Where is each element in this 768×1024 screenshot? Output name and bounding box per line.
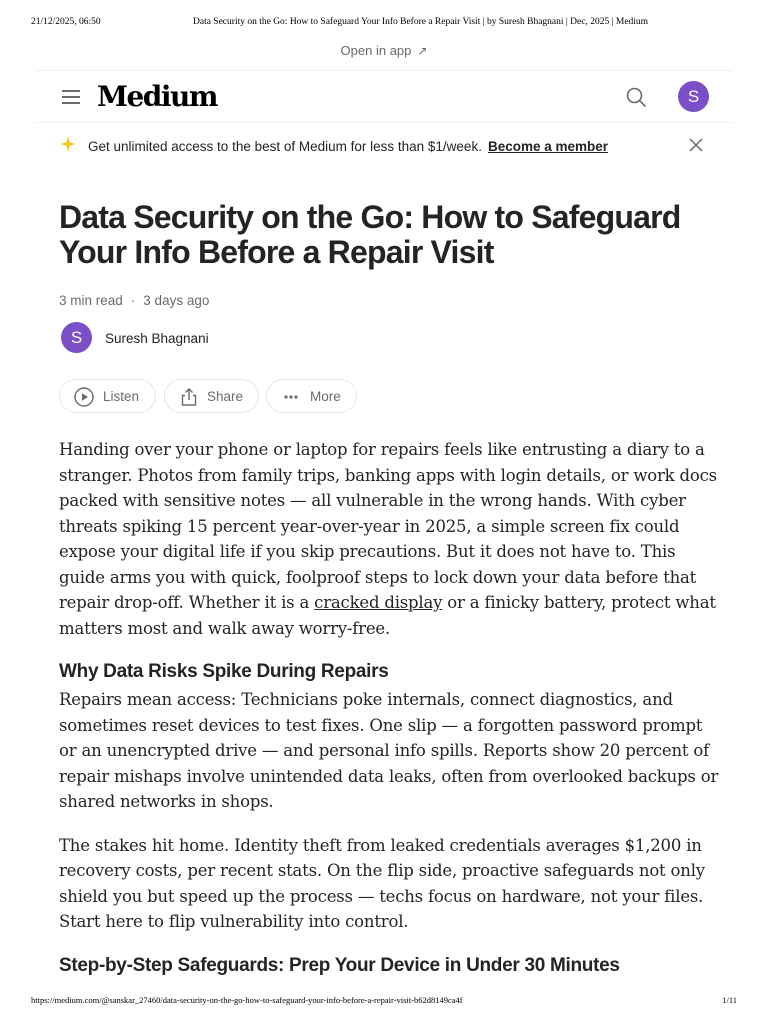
print-header <box>31 17 737 31</box>
play-icon <box>74 387 94 407</box>
author-avatar[interactable]: S <box>61 322 92 353</box>
paragraph-text: Handing over your phone or laptop for repairs feels like entrusting a diary to a stranger. Photos from family trips, banking apps with login details, or work docs packed with sensitive notes — all vulnerable in the wrong hands. With cyber threats spiking 15 percent year-over-year in 2025, a simple screen fix could expose your digital life if you skip precautions. But it does not have to. This guide arms you with quick, foolproof steps to lock down your data before that repair drop-off. Whether it is a <box>59 440 717 612</box>
print-page-number: 1/11 <box>722 995 737 1005</box>
author-name[interactable]: Suresh Bhagnani <box>105 331 209 346</box>
print-date: 21/12/2025, 06:50 <box>31 17 101 27</box>
print-footer <box>31 995 737 1007</box>
print-page-title: Data Security on the Go: How to Safeguard Your Info Before a Repair Visit | by Suresh Bhagnani | Dec, 2025 | Medium <box>193 17 649 27</box>
membership-banner <box>59 136 709 158</box>
sparkle-icon <box>59 135 77 153</box>
open-in-app-link[interactable] <box>0 43 768 58</box>
paragraph <box>59 437 719 641</box>
hamburger-menu-icon[interactable] <box>62 90 80 104</box>
more-label: More <box>310 389 341 404</box>
meta-separator: · <box>130 293 136 308</box>
article-body <box>59 437 719 981</box>
share-button[interactable] <box>164 379 259 413</box>
share-label: Share <box>207 389 244 404</box>
share-icon <box>179 387 199 407</box>
become-member-link[interactable]: Become a member <box>488 139 609 154</box>
divider <box>36 70 732 71</box>
published-date: 3 days ago <box>143 293 210 308</box>
print-url: https://medium.com/@sanskar_27460/data-security-on-the-go-how-to-safeguard-your-info-before-a-repair-visit-b62d8149ca4f <box>31 995 463 1005</box>
listen-label: Listen <box>103 389 140 404</box>
medium-logo[interactable]: Medium <box>97 80 218 113</box>
article-meta <box>59 293 209 308</box>
user-avatar[interactable]: S <box>678 81 709 112</box>
cracked-display-link[interactable]: cracked display <box>314 593 443 612</box>
listen-button[interactable] <box>59 379 156 413</box>
banner-text: Get unlimited access to the best of Medium for less than $1/week. <box>88 139 482 154</box>
paragraph-text: or a finicky battery, protect what matters most and walk away worry-free. <box>59 593 716 638</box>
external-arrow-icon: ↗ <box>417 44 428 58</box>
read-time: 3 min read <box>59 293 123 308</box>
close-icon[interactable] <box>688 137 704 153</box>
section-heading: Step-by-Step Safeguards: Prep Your Device in Under 30 Minutes <box>59 954 620 976</box>
open-in-app-label: Open in app <box>340 43 412 58</box>
paragraph: The stakes hit home. Identity theft from leaked credentials averages $1,200 in recovery costs, per recent stats. On the flip side, proactive safeguards not only shield you but speed up the process — techs focus on hardware, not your files. Start here to flip vulnerability into control. <box>59 835 705 931</box>
more-button[interactable] <box>266 379 357 413</box>
search-icon[interactable] <box>625 86 647 108</box>
more-dots-icon <box>281 387 301 407</box>
paragraph: Repairs mean access: Technicians poke internals, connect diagnostics, and sometimes reset devices to test fixes. One slip — a forgotten password prompt or an unencrypted drive — and personal info spills. Reports show 20 percent of repair mishaps involve unintended data leaks, often from overlooked backups or shared networks in shops. <box>59 690 719 811</box>
section-heading: Why Data Risks Spike During Repairs <box>59 661 389 682</box>
article-title: Data Security on the Go: How to Safeguard Your Info Before a Repair Visit <box>59 199 681 270</box>
divider <box>36 122 732 123</box>
top-navigation-bar <box>36 72 732 122</box>
